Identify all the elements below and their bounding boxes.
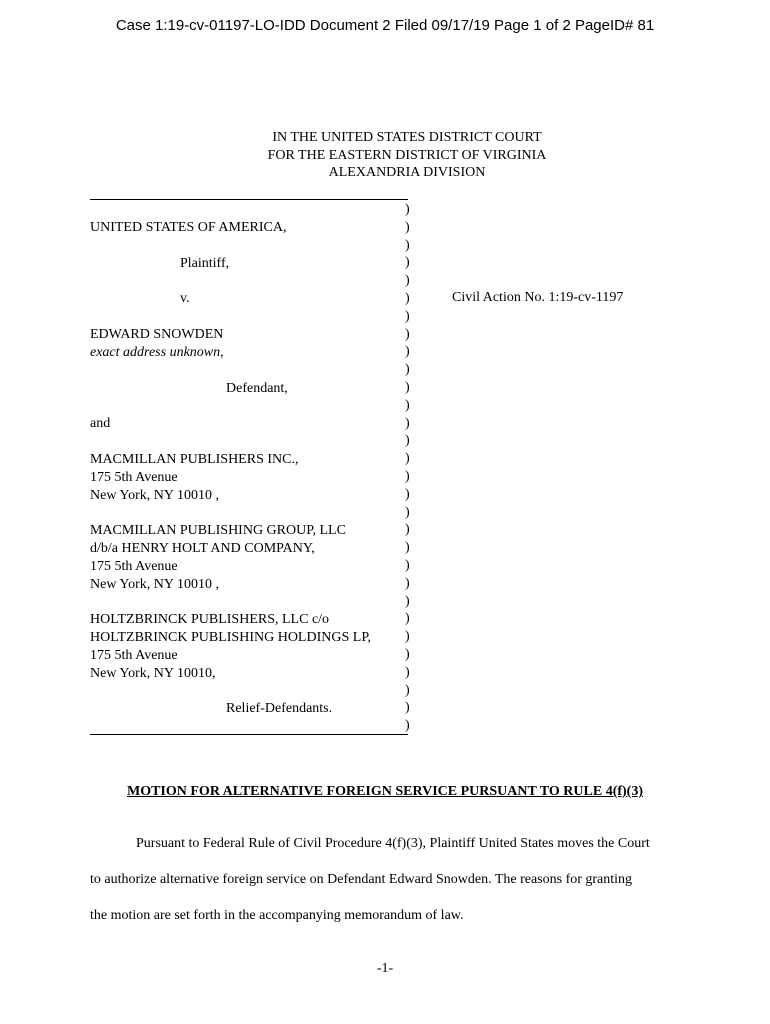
defendant-address bbox=[90, 344, 224, 361]
relief-defendant-1-name: MACMILLAN PUBLISHERS INC., bbox=[90, 452, 299, 467]
caption-bottom-rule bbox=[90, 734, 408, 735]
paren: ) bbox=[405, 522, 410, 538]
motion-body-line-1: Pursuant to Federal Rule of Civil Procedure 4(f)(3), Plaintiff United States moves the Court bbox=[136, 836, 650, 851]
relief-defendant-1-city: New York, NY 10010 , bbox=[90, 488, 219, 503]
court-division: ALEXANDRIA DIVISION bbox=[328, 165, 486, 181]
relief-defendants-role: Relief-Defendants. bbox=[226, 701, 333, 716]
relief-defendant-3-name: HOLTZBRINCK PUBLISHERS, LLC c/o bbox=[90, 612, 330, 627]
defendant-address-text: exact address unknown bbox=[90, 345, 221, 360]
paren: ) bbox=[405, 557, 410, 573]
paren: ) bbox=[405, 664, 410, 680]
paren: ) bbox=[405, 397, 410, 413]
motion-body-line-2: to authorize alternative foreign service on Defendant Edward Snowden. The reasons for granting bbox=[90, 872, 633, 887]
relief-defendant-2-name: MACMILLAN PUBLISHING GROUP, LLC bbox=[90, 523, 346, 538]
relief-defendant-2-dba: d/b/a HENRY HOLT AND COMPANY, bbox=[90, 541, 315, 556]
paren: ) bbox=[405, 451, 410, 467]
motion-title: MOTION FOR ALTERNATIVE FOREIGN SERVICE PURSUANT TO RULE 4(f)(3) bbox=[126, 784, 644, 799]
versus: v. bbox=[180, 291, 190, 306]
page-number: -1- bbox=[376, 961, 394, 976]
paren: ) bbox=[405, 362, 410, 378]
relief-defendant-2-city: New York, NY 10010 , bbox=[90, 577, 219, 592]
paren: ) bbox=[405, 682, 410, 698]
relief-defendant-1-street: 175 5th Avenue bbox=[90, 470, 178, 485]
paren: ) bbox=[405, 504, 410, 520]
relief-defendant-3-city: New York, NY 10010, bbox=[90, 666, 216, 681]
paren: ) bbox=[405, 486, 410, 502]
paren: ) bbox=[405, 700, 410, 716]
caption-parenthesis-column bbox=[405, 201, 415, 735]
paren: ) bbox=[405, 308, 410, 324]
paren: ) bbox=[405, 433, 410, 449]
paren: ) bbox=[405, 575, 410, 591]
paren: ) bbox=[405, 611, 410, 627]
paren: ) bbox=[405, 468, 410, 484]
paren: ) bbox=[405, 593, 410, 609]
paren: ) bbox=[405, 255, 410, 271]
paren: ) bbox=[405, 290, 410, 306]
court-name: IN THE UNITED STATES DISTRICT COURT bbox=[272, 130, 542, 145]
defendant-name: EDWARD SNOWDEN bbox=[90, 327, 224, 342]
paren: ) bbox=[405, 202, 410, 217]
paren: ) bbox=[405, 415, 410, 431]
case-header-stamp: Case 1:19-cv-01197-LO-IDD Document 2 Filed 09/17/19 Page 1 of 2 PageID# 81 bbox=[115, 17, 655, 34]
relief-defendant-3-street: 175 5th Avenue bbox=[90, 648, 178, 663]
court-district: FOR THE EASTERN DISTRICT OF VIRGINIA bbox=[267, 147, 547, 163]
paren: ) bbox=[405, 344, 410, 360]
paren: ) bbox=[405, 326, 410, 342]
defendant-role: Defendant, bbox=[226, 381, 288, 396]
paren: ) bbox=[405, 237, 410, 253]
civil-action-number: Civil Action No. 1:19-cv-1197 bbox=[452, 290, 624, 305]
paren: ) bbox=[405, 273, 410, 289]
relief-defendant-2-street: 175 5th Avenue bbox=[90, 559, 178, 574]
motion-body-line-3: the motion are set forth in the accompanying memorandum of law. bbox=[90, 908, 464, 923]
relief-defendant-3-holdings: HOLTZBRINCK PUBLISHING HOLDINGS LP, bbox=[90, 630, 372, 645]
caption-top-rule bbox=[90, 199, 408, 200]
and-label: and bbox=[90, 416, 111, 431]
paren: ) bbox=[405, 629, 410, 645]
paren: ) bbox=[405, 646, 410, 662]
paren: ) bbox=[405, 219, 410, 235]
plaintiff-role: Plaintiff, bbox=[180, 256, 230, 271]
paren: ) bbox=[405, 540, 410, 556]
paren: ) bbox=[405, 718, 410, 734]
paren: ) bbox=[405, 379, 410, 395]
court-heading bbox=[0, 129, 770, 182]
plaintiff-name: UNITED STATES OF AMERICA, bbox=[90, 220, 287, 235]
defendant-address-suffix: , bbox=[220, 345, 224, 360]
